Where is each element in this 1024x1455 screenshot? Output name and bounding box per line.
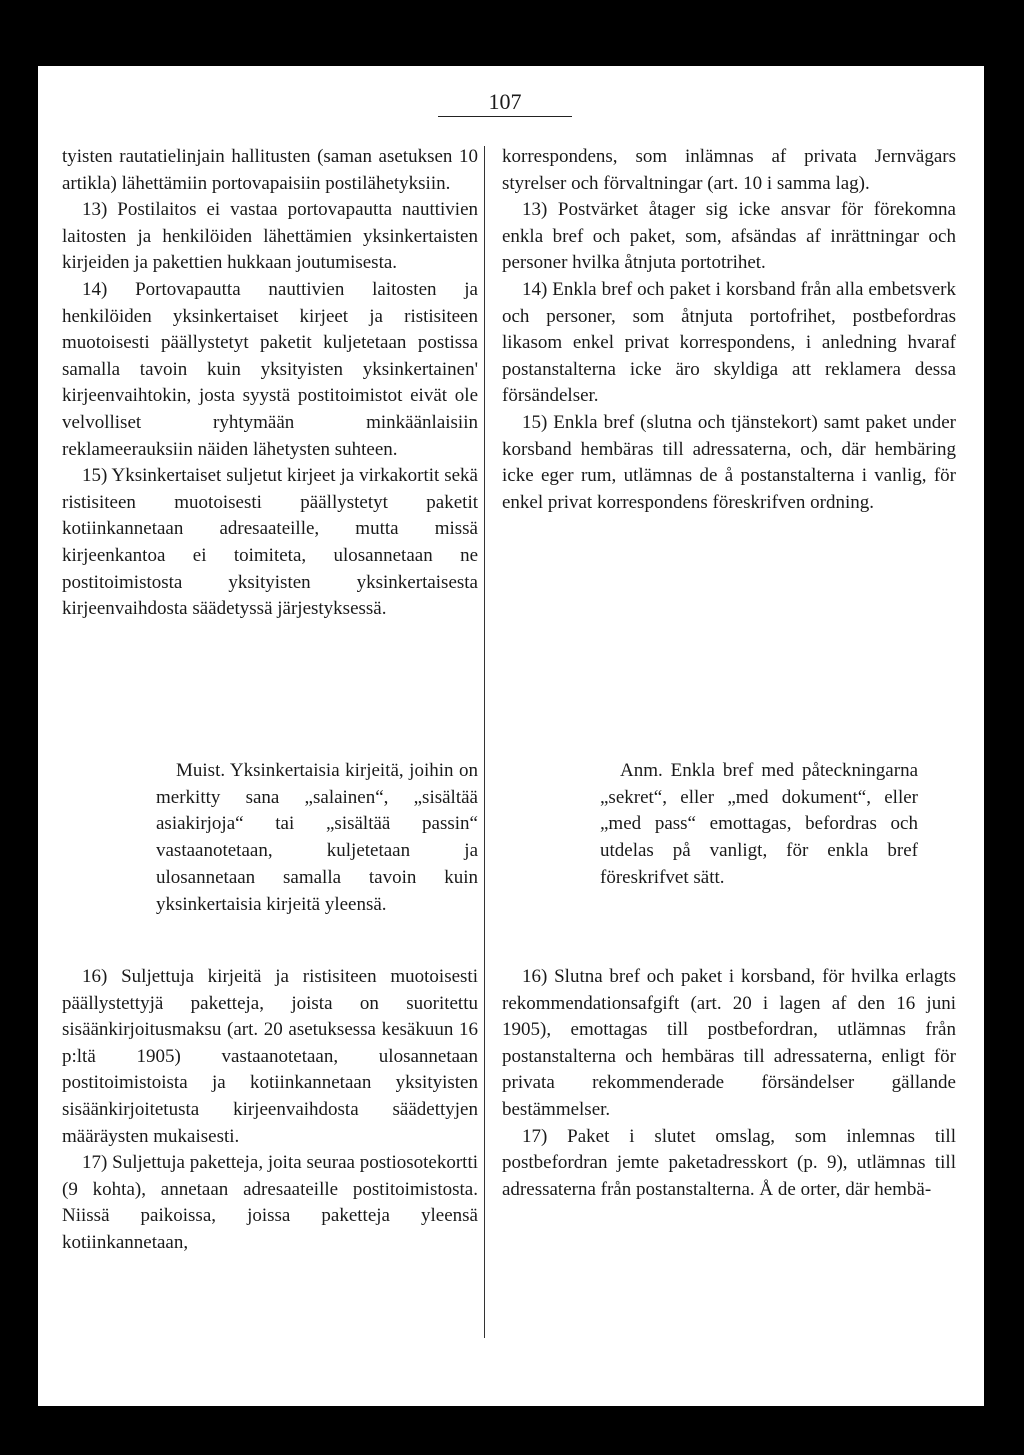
- right-paragraph-13: 13) Postvärket åtager sig icke ansvar för förekomna enkla bref och paket, som, afsändas af inrättningar och personer hvilka åtnjuta portotrihet.: [502, 199, 956, 274]
- left-paragraph-17: 17) Suljettuja paketteja, joita seuraa postiosotekortti (9 kohta), annetaan adresaateille postitoimistosta. Niissä paikoissa, joissa paketteja yleensä kotiinkannetaan,: [62, 1152, 478, 1253]
- page-number: 107: [438, 90, 572, 117]
- left-paragraph-13: 13) Postilaitos ei vastaa portovapautta nauttivien laitosten ja henkilöiden lähettämien yksinkertaisten kirjeiden ja pakettien hukkaan joutumisesta.: [62, 199, 478, 274]
- left-paragraph-14: 14) Portovapautta nauttivien laitosten ja henkilöiden yksinkertaiset kirjeet ja ristisiteen muotoisesti päällystetyt paketit kuljetetaan postissa samalla tavoin kuin yksityisten yksinkertainen' kirjeenvaihtokin, josta syystä postitoimistot eivät ole velvolliset ryhtymään minkäänlaisiin reklameerauksiin näiden lähetysten suhteen.: [62, 278, 478, 460]
- right-paragraph-14: 14) Enkla bref och paket i korsband från alla embetsverk och personer, som åtnjuta portofrihet, postbefordras likasom enkel privat korrespondens, i anledning hvaraf postanstalterna icke äro skyldiga att reklamera dessa försändelser.: [502, 278, 956, 407]
- left-note-text: Muist. Yksinkertaisia kirjeitä, joihin on merkitty sana „salainen“, „sisältää asiakirjoja“ tai „sisältää passin“ vastaanotetaan, kuljetetaan ja ulosannetaan samalla tavoin kuin yksinkertaisia kirjeitä yleensä.: [156, 760, 478, 915]
- left-paragraph-16: 16) Suljettuja kirjeitä ja ristisiteen muotoisesti päällystettyjä paketteja, joista on suoritettu sisäänkirjoitusmaksu (art. 20 asetuksessa kesäkuun 16 p:ltä 1905) vastaanotetaan, ulosannetaan postitoimistoista ja kotiinkannetaan yksityisten sisäänkirjoitetusta kirjeenvaihdosta säädettyjen määräysten mukaisesti.: [62, 966, 478, 1147]
- right-note: [600, 758, 918, 892]
- left-note: [156, 758, 478, 918]
- left-paragraph: tyisten rautatielinjain hallitusten (saman asetuksen 10 artikla) lähettämiin portovapaisiin postilähetyksiin.: [62, 146, 478, 194]
- right-paragraph: korrespondens, som inlämnas af privata Jernvägars styrelser och förvaltningar (art. 10 i samma lag).: [502, 146, 956, 194]
- right-paragraph-17: 17) Paket i slutet omslag, som inlemnas till postbefordran jemte paketadresskort (p. 9), utlämnas till adressaterna från postanstalterna. Å de orter, där hembä-: [502, 1125, 956, 1200]
- left-paragraph-15: 15) Yksinkertaiset suljetut kirjeet ja virkakortit sekä ristisiteen muotoisesti päällystetyt paketit kotiinkannetaan adresaateille, mutta missä kirjeenkantoa ei toimiteta, ulosannetaan ne postitoimistosta yksityisten yksinkertaisesta kirjeenvaihdosta säädetyssä järjestyksessä.: [62, 465, 478, 620]
- left-column-section-1: [62, 144, 478, 623]
- column-divider: [484, 146, 485, 1338]
- document-page: [38, 66, 984, 1406]
- right-note-text: Anm. Enkla bref med påteckningarna „sekret“, eller „med dokument“, eller „med pass“ emottagas, befordras och utdelas på vanligt, för enkla bref föreskrifvet sätt.: [600, 760, 918, 888]
- right-column-section-2: [502, 964, 956, 1203]
- left-column-section-2: [62, 964, 478, 1257]
- right-paragraph-15: 15) Enkla bref (slutna och tjänstekort) samt paket under korsband hembäras till adressaterna, och, där hembäring icke eger rum, utlämnas de å postanstalterna i vanlig, för enkel privat korrespondens föreskrifven ordning.: [502, 411, 956, 513]
- right-column-section-1: [502, 144, 956, 516]
- right-paragraph-16: 16) Slutna bref och paket i korsband, för hvilka erlagts rekommendationsafgift (art. 20 i lagen af den 16 juni 1905), emottagas till postbefordran, utlämnas från postanstalterna och hembäras till adressaterna, enligt för privata rekommenderade försändelser gällande bestämmelser.: [502, 966, 956, 1120]
